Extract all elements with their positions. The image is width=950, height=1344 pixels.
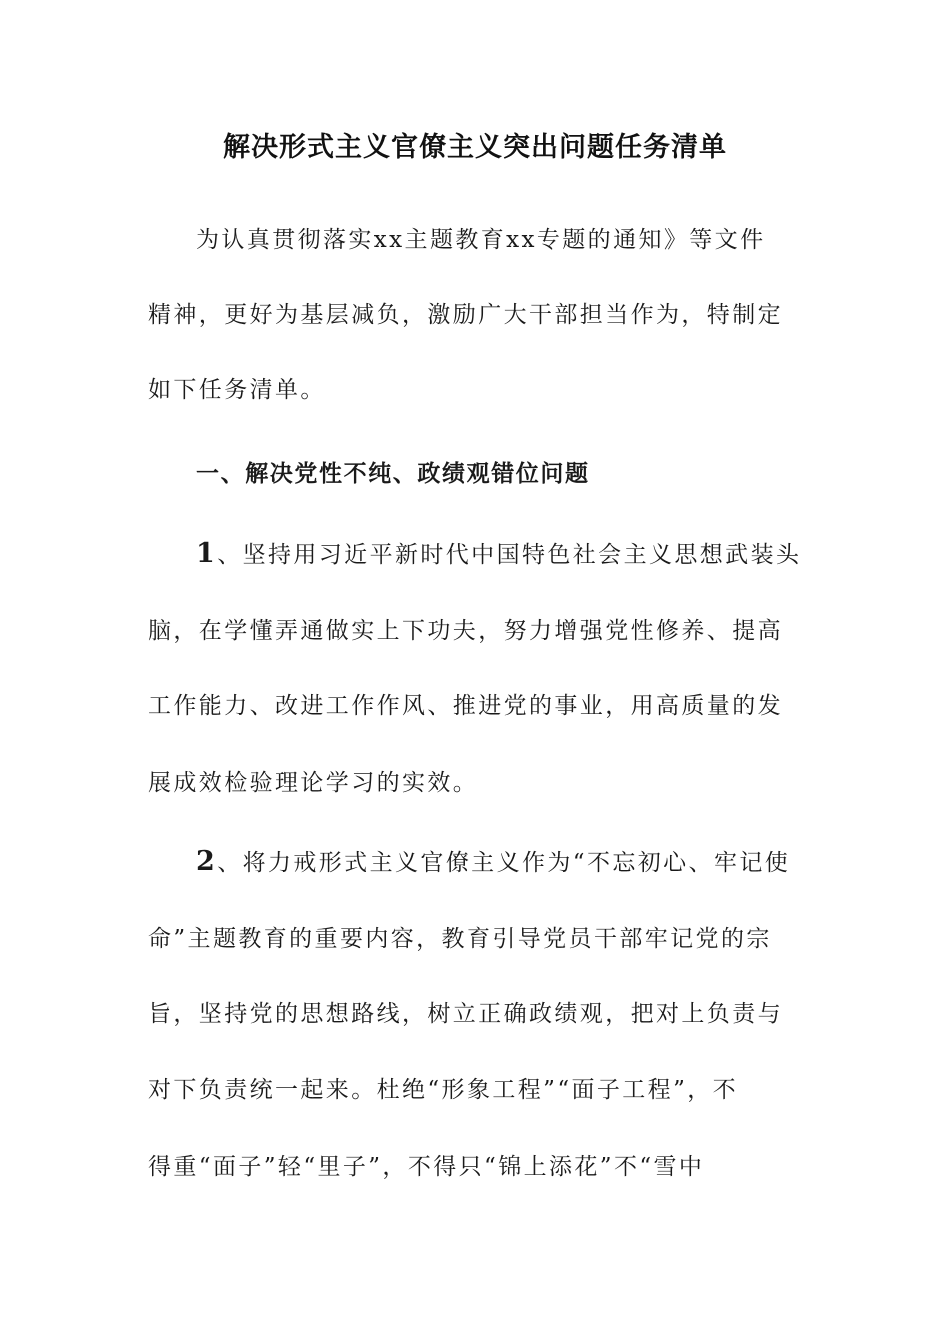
intro-line: 精神，更好为基层减负，激励广大干部担当作为，特制定 — [148, 302, 783, 328]
intro-line: 为认真贯彻落实xx主题教育xx专题的通知》等文件 — [196, 227, 766, 253]
item-1-first-text: 、坚持用习近平新时代中国特色社会主义思想武装头 — [217, 542, 802, 568]
item-2-first-line — [196, 845, 790, 880]
item-1-line: 脑，在学懂弄通做实上下功夫，努力增强党性修养、提高 — [148, 618, 783, 644]
item-1-first-line — [196, 537, 801, 572]
item-2-line: 得重“面子”轻“里子”，不得只“锦上添花”不“雪中 — [148, 1154, 705, 1180]
item-1-number: 1 — [196, 538, 218, 569]
item-1-line: 展成效检验理论学习的实效。 — [148, 770, 479, 796]
section-heading: 一、解决党性不纯、政绩观错位问题 — [196, 460, 590, 487]
item-2-line: 命”主题教育的重要内容，教育引导党员干部牢记党的宗 — [148, 926, 772, 952]
item-2-number: 2 — [196, 846, 218, 877]
item-2-line: 旨，坚持党的思想路线，树立正确政绩观，把对上负责与 — [148, 1001, 783, 1027]
item-2-first-text: 、将力戒形式主义官僚主义作为“不忘初心、牢记使 — [217, 850, 791, 876]
item-2-line: 对下负责统一起来。杜绝“形象工程”“面子工程”，不 — [148, 1077, 739, 1103]
item-1-line: 工作能力、改进工作作风、推进党的事业，用高质量的发 — [148, 693, 783, 719]
document-title: 解决形式主义官僚主义突出问题任务清单 — [223, 132, 727, 163]
intro-line: 如下任务清单。 — [148, 377, 326, 403]
